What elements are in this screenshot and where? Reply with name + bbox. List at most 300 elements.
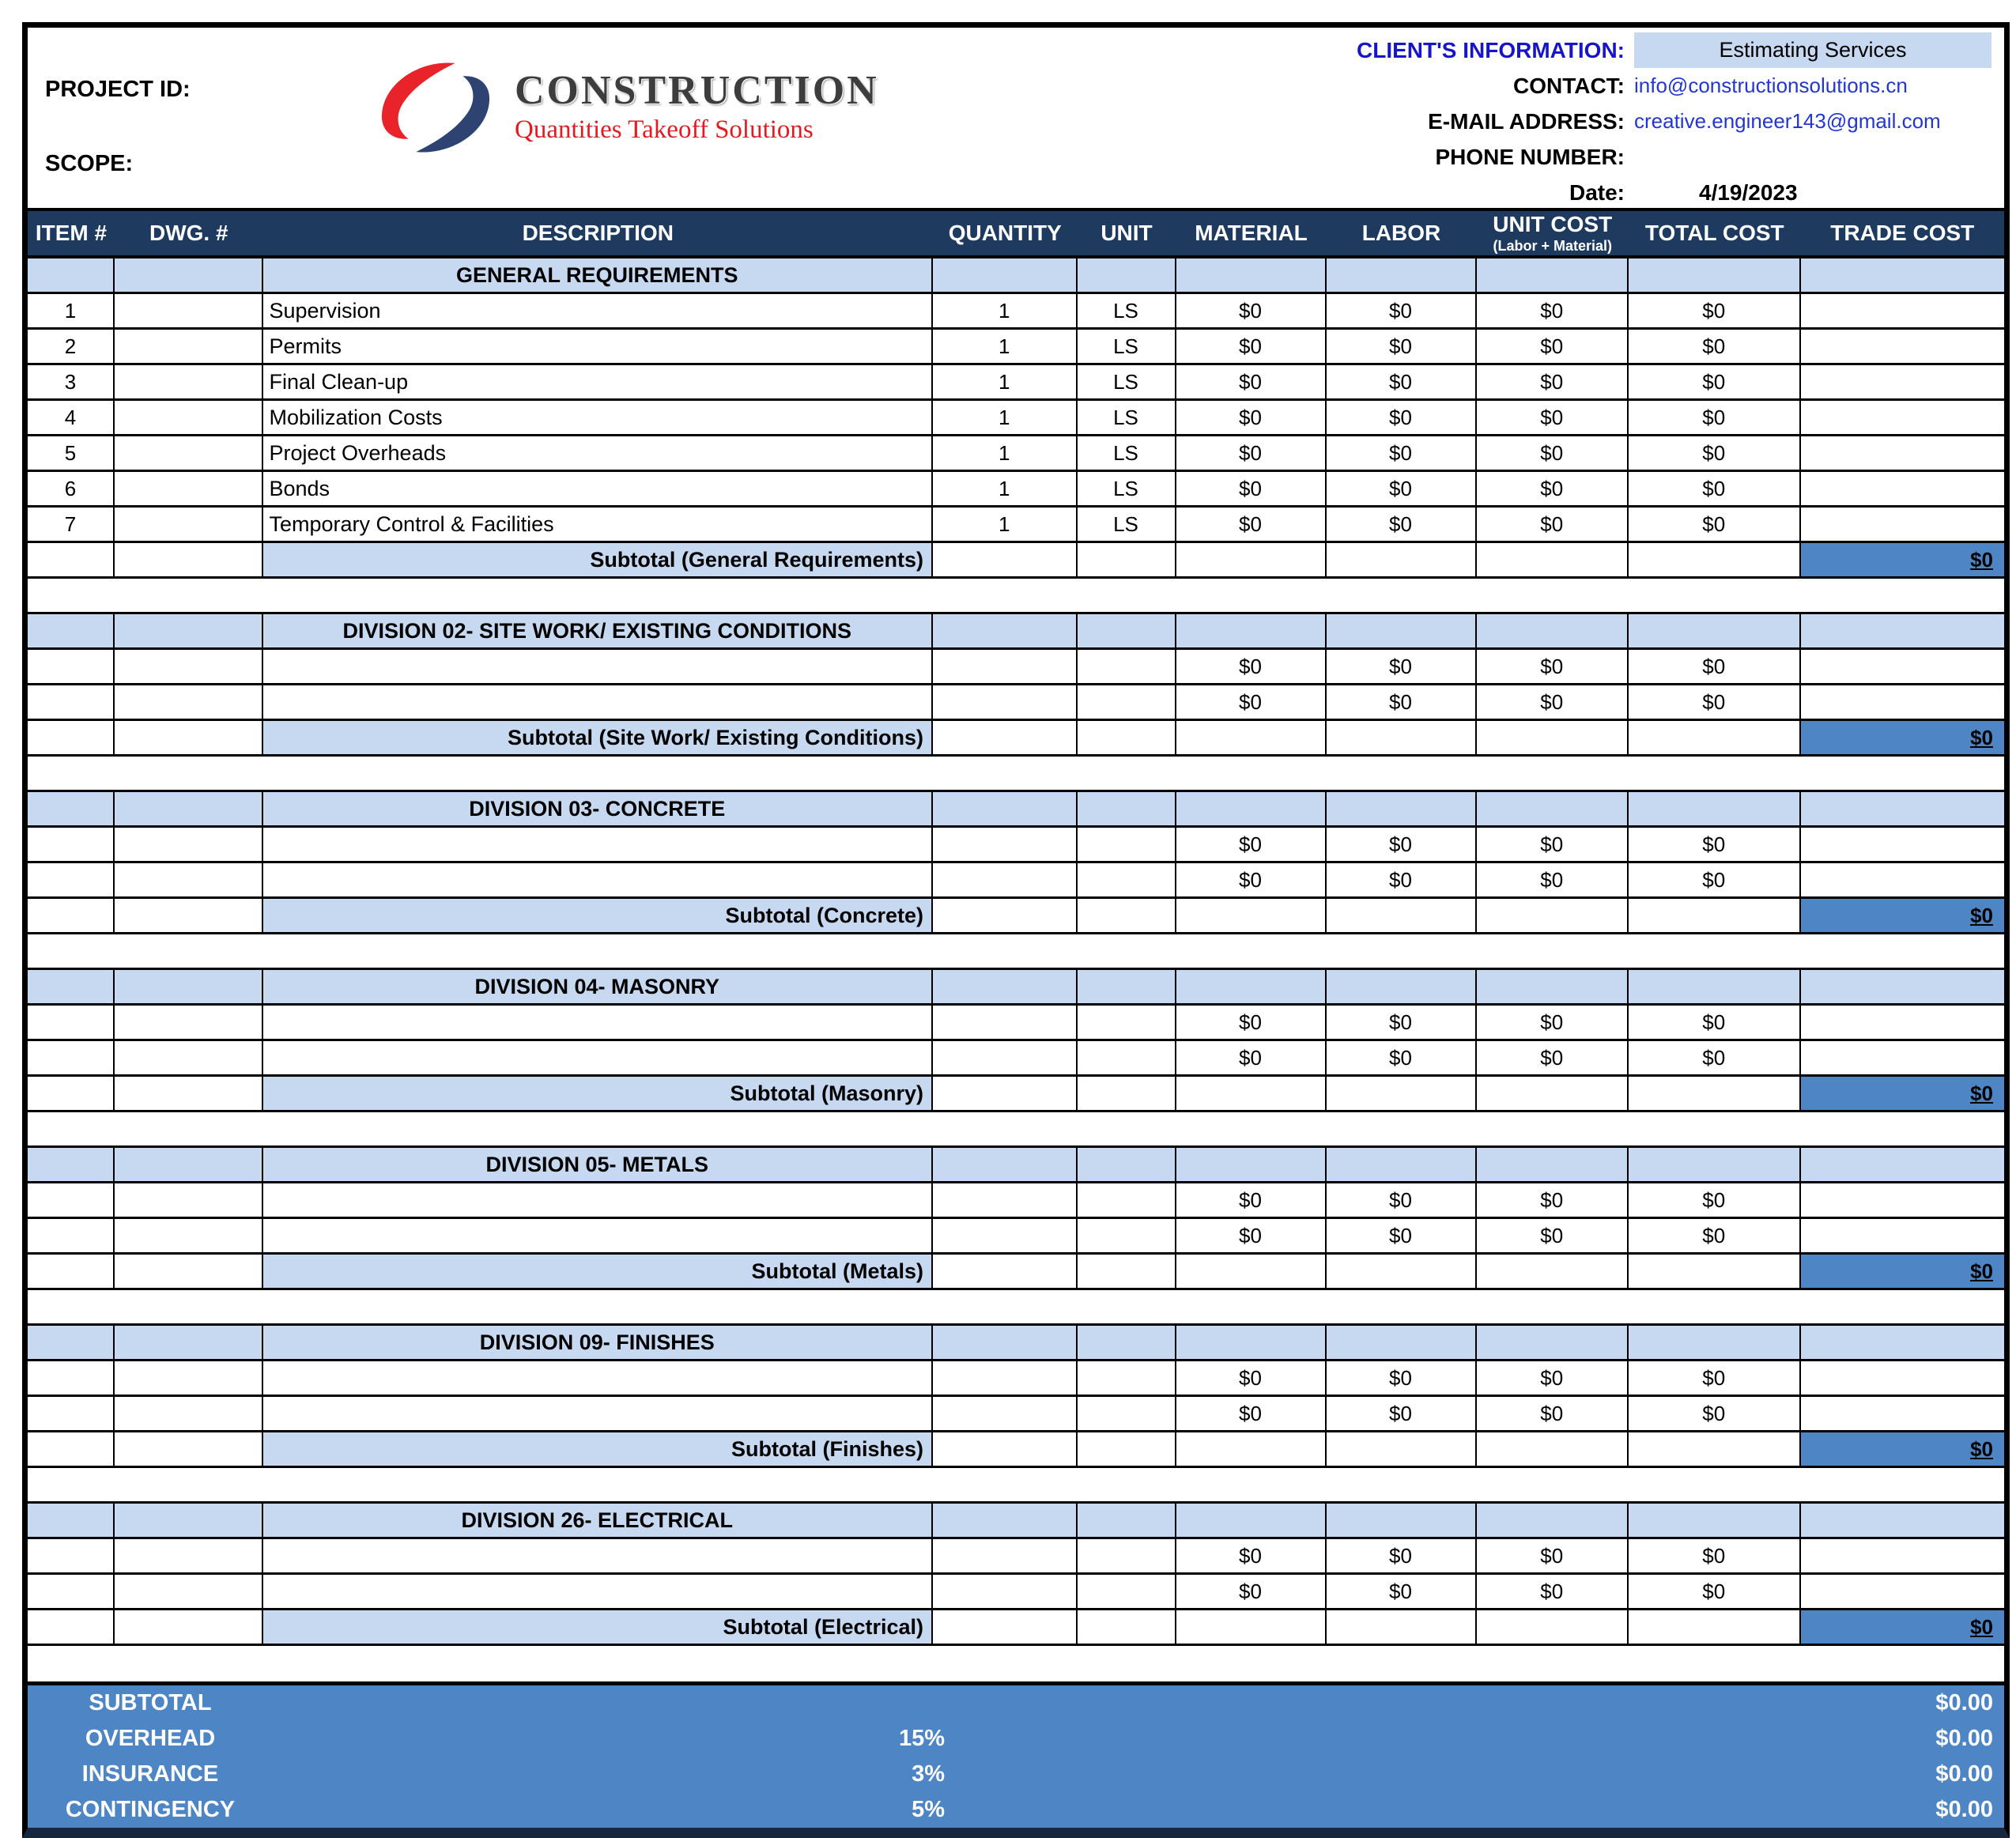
cell-dwg[interactable]: [115, 1397, 263, 1430]
cell-item[interactable]: [28, 1539, 115, 1572]
cell-material[interactable]: $0: [1176, 650, 1327, 683]
cell-description[interactable]: GENERAL REQUIREMENTS: [263, 259, 934, 292]
cell-unit[interactable]: [1078, 863, 1176, 896]
cell-dwg[interactable]: [115, 1041, 263, 1074]
cell-unit-cost[interactable]: $0: [1477, 1219, 1629, 1252]
cell-trade-cost[interactable]: [1801, 1148, 2005, 1181]
cell-dwg[interactable]: [115, 1575, 263, 1608]
cell-trade-cost[interactable]: [1801, 650, 2005, 683]
cell-trade-cost[interactable]: [1801, 792, 2005, 825]
cell-trade-cost[interactable]: [1801, 294, 2005, 327]
cell-total-cost[interactable]: $0: [1629, 1361, 1801, 1395]
cell-material[interactable]: [1176, 543, 1327, 576]
cell-trade-cost[interactable]: [1801, 1326, 2005, 1359]
cell-labor[interactable]: [1327, 721, 1477, 754]
cell-material[interactable]: $0: [1176, 436, 1327, 470]
cell-labor[interactable]: [1327, 1255, 1477, 1288]
cell-unit-cost[interactable]: $0: [1477, 828, 1629, 861]
cell-description[interactable]: Subtotal (Concrete): [263, 899, 934, 932]
cell-item[interactable]: [28, 1006, 115, 1039]
cell-unit-cost[interactable]: [1477, 721, 1629, 754]
cell-unit-cost[interactable]: [1477, 792, 1629, 825]
cell-item[interactable]: [28, 1361, 115, 1395]
cell-unit[interactable]: [1078, 721, 1176, 754]
cell-item[interactable]: [28, 1610, 115, 1644]
cell-total-cost[interactable]: [1629, 1432, 1801, 1466]
cell-total-cost[interactable]: $0: [1629, 294, 1801, 327]
cell-quantity[interactable]: [933, 1183, 1078, 1217]
cell-total-cost[interactable]: $0: [1629, 330, 1801, 363]
cell-total-cost[interactable]: [1629, 259, 1801, 292]
cell-unit-cost[interactable]: $0: [1477, 1397, 1629, 1430]
cell-item[interactable]: 2: [28, 330, 115, 363]
cell-quantity[interactable]: 1: [933, 436, 1078, 470]
cell-description[interactable]: [263, 1575, 934, 1608]
cell-unit-cost[interactable]: $0: [1477, 685, 1629, 719]
cell-dwg[interactable]: [115, 472, 263, 505]
cell-total-cost[interactable]: [1629, 970, 1801, 1003]
cell-trade-cost[interactable]: [1801, 614, 2005, 647]
cell-material[interactable]: $0: [1176, 1183, 1327, 1217]
cell-labor[interactable]: $0: [1327, 828, 1477, 861]
cell-item[interactable]: [28, 259, 115, 292]
cell-item[interactable]: [28, 1326, 115, 1359]
cell-trade-cost[interactable]: [1801, 1397, 2005, 1430]
cell-unit-cost[interactable]: [1477, 1432, 1629, 1466]
cell-unit[interactable]: [1078, 1361, 1176, 1395]
cell-unit-cost[interactable]: [1477, 1326, 1629, 1359]
cell-trade-cost[interactable]: [1801, 970, 2005, 1003]
cell-description[interactable]: Subtotal (Metals): [263, 1255, 934, 1288]
cell-unit[interactable]: LS: [1078, 330, 1176, 363]
cell-trade-cost[interactable]: $0: [1801, 1077, 2005, 1110]
cell-unit[interactable]: [1078, 1539, 1176, 1572]
cell-labor[interactable]: [1327, 543, 1477, 576]
cell-trade-cost[interactable]: [1801, 1006, 2005, 1039]
cell-total-cost[interactable]: $0: [1629, 436, 1801, 470]
cell-dwg[interactable]: [115, 650, 263, 683]
cell-labor[interactable]: [1327, 614, 1477, 647]
cell-total-cost[interactable]: $0: [1629, 863, 1801, 896]
cell-unit[interactable]: [1078, 685, 1176, 719]
cell-dwg[interactable]: [115, 1539, 263, 1572]
cell-material[interactable]: $0: [1176, 1006, 1327, 1039]
cell-dwg[interactable]: [115, 863, 263, 896]
email-link[interactable]: creative.engineer143@gmail.com: [1634, 109, 1941, 133]
cell-quantity[interactable]: [933, 1504, 1078, 1537]
cell-item[interactable]: [28, 614, 115, 647]
cell-material[interactable]: [1176, 1326, 1327, 1359]
cell-total-cost[interactable]: [1629, 721, 1801, 754]
cell-unit-cost[interactable]: $0: [1477, 1183, 1629, 1217]
cell-dwg[interactable]: [115, 721, 263, 754]
cell-quantity[interactable]: [933, 1539, 1078, 1572]
cell-quantity[interactable]: [933, 970, 1078, 1003]
cell-trade-cost[interactable]: $0: [1801, 899, 2005, 932]
cell-dwg[interactable]: [115, 259, 263, 292]
cell-labor[interactable]: $0: [1327, 1397, 1477, 1430]
cell-total-cost[interactable]: [1629, 1148, 1801, 1181]
cell-item[interactable]: [28, 1077, 115, 1110]
summary-value-cell[interactable]: $0.00: [1935, 1726, 1993, 1751]
cell-unit[interactable]: [1078, 970, 1176, 1003]
cell-trade-cost[interactable]: $0: [1801, 1432, 2005, 1466]
cell-dwg[interactable]: [115, 899, 263, 932]
cell-trade-cost[interactable]: [1801, 401, 2005, 434]
cell-unit[interactable]: [1078, 614, 1176, 647]
cell-dwg[interactable]: [115, 1183, 263, 1217]
cell-quantity[interactable]: 1: [933, 294, 1078, 327]
cell-item[interactable]: [28, 792, 115, 825]
cell-item[interactable]: [28, 685, 115, 719]
cell-material[interactable]: $0: [1176, 828, 1327, 861]
cell-description[interactable]: [263, 685, 934, 719]
cell-material[interactable]: $0: [1176, 685, 1327, 719]
cell-unit[interactable]: [1078, 1575, 1176, 1608]
cell-item[interactable]: [28, 863, 115, 896]
cell-dwg[interactable]: [115, 1504, 263, 1537]
cell-total-cost[interactable]: $0: [1629, 1575, 1801, 1608]
cell-dwg[interactable]: [115, 1361, 263, 1395]
cell-total-cost[interactable]: [1629, 1610, 1801, 1644]
cell-trade-cost[interactable]: [1801, 508, 2005, 541]
cell-quantity[interactable]: [933, 1432, 1078, 1466]
cell-dwg[interactable]: [115, 508, 263, 541]
contact-link[interactable]: info@constructionsolutions.cn: [1634, 74, 1908, 97]
cell-unit[interactable]: [1078, 650, 1176, 683]
cell-labor[interactable]: $0: [1327, 685, 1477, 719]
cell-unit-cost[interactable]: $0: [1477, 436, 1629, 470]
cell-labor[interactable]: $0: [1327, 1539, 1477, 1572]
client-info-cell[interactable]: Estimating Services: [1634, 32, 1991, 68]
cell-material[interactable]: [1176, 1077, 1327, 1110]
cell-total-cost[interactable]: $0: [1629, 1219, 1801, 1252]
cell-unit[interactable]: [1078, 1504, 1176, 1537]
cell-quantity[interactable]: 1: [933, 472, 1078, 505]
cell-description[interactable]: Bonds: [263, 472, 934, 505]
cell-unit-cost[interactable]: $0: [1477, 365, 1629, 398]
cell-material[interactable]: [1176, 259, 1327, 292]
cell-labor[interactable]: $0: [1327, 1361, 1477, 1395]
cell-unit-cost[interactable]: [1477, 970, 1629, 1003]
cell-dwg[interactable]: [115, 685, 263, 719]
cell-total-cost[interactable]: $0: [1629, 685, 1801, 719]
cell-unit[interactable]: [1078, 543, 1176, 576]
cell-unit-cost[interactable]: $0: [1477, 330, 1629, 363]
cell-unit[interactable]: [1078, 1077, 1176, 1110]
cell-description[interactable]: Subtotal (General Requirements): [263, 543, 934, 576]
cell-unit-cost[interactable]: $0: [1477, 508, 1629, 541]
cell-dwg[interactable]: [115, 330, 263, 363]
cell-dwg[interactable]: [115, 792, 263, 825]
cell-quantity[interactable]: [933, 1610, 1078, 1644]
cell-trade-cost[interactable]: [1801, 1504, 2005, 1537]
cell-labor[interactable]: [1327, 1504, 1477, 1537]
cell-material[interactable]: $0: [1176, 508, 1327, 541]
summary-percentage-cell[interactable]: 15%: [898, 1726, 945, 1751]
cell-total-cost[interactable]: [1629, 792, 1801, 825]
cell-material[interactable]: $0: [1176, 365, 1327, 398]
cell-unit[interactable]: [1078, 259, 1176, 292]
cell-item[interactable]: [28, 899, 115, 932]
cell-material[interactable]: $0: [1176, 1575, 1327, 1608]
cell-labor[interactable]: $0: [1327, 1041, 1477, 1074]
cell-dwg[interactable]: [115, 1077, 263, 1110]
cell-quantity[interactable]: [933, 899, 1078, 932]
cell-trade-cost[interactable]: [1801, 1361, 2005, 1395]
cell-unit[interactable]: [1078, 1006, 1176, 1039]
cell-unit[interactable]: [1078, 1255, 1176, 1288]
cell-labor[interactable]: [1327, 259, 1477, 292]
cell-material[interactable]: $0: [1176, 1539, 1327, 1572]
cell-material[interactable]: [1176, 1432, 1327, 1466]
cell-labor[interactable]: [1327, 1326, 1477, 1359]
cell-description[interactable]: DIVISION 09- FINISHES: [263, 1326, 934, 1359]
cell-quantity[interactable]: [933, 685, 1078, 719]
cell-unit[interactable]: [1078, 828, 1176, 861]
cell-unit-cost[interactable]: [1477, 259, 1629, 292]
cell-description[interactable]: DIVISION 04- MASONRY: [263, 970, 934, 1003]
cell-item[interactable]: [28, 1255, 115, 1288]
cell-trade-cost[interactable]: [1801, 330, 2005, 363]
cell-labor[interactable]: [1327, 1077, 1477, 1110]
cell-dwg[interactable]: [115, 614, 263, 647]
cell-labor[interactable]: $0: [1327, 436, 1477, 470]
cell-total-cost[interactable]: $0: [1629, 650, 1801, 683]
cell-item[interactable]: [28, 970, 115, 1003]
cell-unit-cost[interactable]: $0: [1477, 863, 1629, 896]
cell-dwg[interactable]: [115, 365, 263, 398]
cell-trade-cost[interactable]: [1801, 1539, 2005, 1572]
cell-unit-cost[interactable]: $0: [1477, 401, 1629, 434]
cell-labor[interactable]: [1327, 792, 1477, 825]
cell-labor[interactable]: [1327, 1432, 1477, 1466]
cell-description[interactable]: Permits: [263, 330, 934, 363]
cell-dwg[interactable]: [115, 1610, 263, 1644]
cell-quantity[interactable]: 1: [933, 508, 1078, 541]
cell-trade-cost[interactable]: [1801, 863, 2005, 896]
cell-item[interactable]: [28, 721, 115, 754]
cell-unit-cost[interactable]: $0: [1477, 1041, 1629, 1074]
cell-unit-cost[interactable]: [1477, 543, 1629, 576]
cell-item[interactable]: [28, 1148, 115, 1181]
cell-total-cost[interactable]: $0: [1629, 1006, 1801, 1039]
cell-quantity[interactable]: [933, 1077, 1078, 1110]
cell-dwg[interactable]: [115, 1006, 263, 1039]
cell-labor[interactable]: $0: [1327, 1219, 1477, 1252]
cell-quantity[interactable]: [933, 259, 1078, 292]
cell-dwg[interactable]: [115, 970, 263, 1003]
cell-material[interactable]: $0: [1176, 863, 1327, 896]
cell-quantity[interactable]: [933, 1006, 1078, 1039]
cell-labor[interactable]: [1327, 1610, 1477, 1644]
cell-unit-cost[interactable]: $0: [1477, 1539, 1629, 1572]
cell-unit-cost[interactable]: [1477, 1255, 1629, 1288]
cell-item[interactable]: [28, 1041, 115, 1074]
cell-material[interactable]: [1176, 1610, 1327, 1644]
cell-total-cost[interactable]: $0: [1629, 472, 1801, 505]
cell-total-cost[interactable]: $0: [1629, 1397, 1801, 1430]
cell-quantity[interactable]: [933, 543, 1078, 576]
cell-description[interactable]: DIVISION 05- METALS: [263, 1148, 934, 1181]
cell-quantity[interactable]: [933, 1219, 1078, 1252]
cell-quantity[interactable]: [933, 1326, 1078, 1359]
cell-material[interactable]: $0: [1176, 1361, 1327, 1395]
cell-trade-cost[interactable]: [1801, 828, 2005, 861]
cell-trade-cost[interactable]: [1801, 1183, 2005, 1217]
cell-total-cost[interactable]: [1629, 1326, 1801, 1359]
cell-description[interactable]: [263, 863, 934, 896]
cell-description[interactable]: [263, 1006, 934, 1039]
cell-total-cost[interactable]: [1629, 614, 1801, 647]
cell-quantity[interactable]: [933, 792, 1078, 825]
cell-description[interactable]: [263, 1183, 934, 1217]
cell-dwg[interactable]: [115, 828, 263, 861]
cell-description[interactable]: [263, 1361, 934, 1395]
cell-material[interactable]: $0: [1176, 294, 1327, 327]
cell-material[interactable]: [1176, 792, 1327, 825]
cell-item[interactable]: [28, 1397, 115, 1430]
cell-unit[interactable]: [1078, 792, 1176, 825]
cell-total-cost[interactable]: [1629, 543, 1801, 576]
cell-unit-cost[interactable]: $0: [1477, 472, 1629, 505]
cell-material[interactable]: [1176, 614, 1327, 647]
cell-material[interactable]: $0: [1176, 1041, 1327, 1074]
cell-item[interactable]: 1: [28, 294, 115, 327]
cell-dwg[interactable]: [115, 1148, 263, 1181]
cell-dwg[interactable]: [115, 543, 263, 576]
cell-material[interactable]: $0: [1176, 1219, 1327, 1252]
cell-labor[interactable]: [1327, 1148, 1477, 1181]
cell-labor[interactable]: $0: [1327, 863, 1477, 896]
cell-description[interactable]: Final Clean-up: [263, 365, 934, 398]
cell-description[interactable]: [263, 650, 934, 683]
cell-dwg[interactable]: [115, 294, 263, 327]
cell-description[interactable]: Subtotal (Masonry): [263, 1077, 934, 1110]
cell-total-cost[interactable]: $0: [1629, 828, 1801, 861]
cell-trade-cost[interactable]: [1801, 1041, 2005, 1074]
cell-material[interactable]: [1176, 1504, 1327, 1537]
cell-item[interactable]: [28, 828, 115, 861]
cell-unit[interactable]: LS: [1078, 401, 1176, 434]
cell-unit[interactable]: [1078, 1219, 1176, 1252]
cell-total-cost[interactable]: [1629, 1255, 1801, 1288]
cell-unit[interactable]: LS: [1078, 294, 1176, 327]
cell-unit-cost[interactable]: $0: [1477, 1361, 1629, 1395]
cell-total-cost[interactable]: $0: [1629, 508, 1801, 541]
summary-percentage-cell[interactable]: 5%: [912, 1797, 945, 1822]
cell-unit-cost[interactable]: [1477, 1077, 1629, 1110]
cell-unit[interactable]: [1078, 899, 1176, 932]
cell-item[interactable]: [28, 1575, 115, 1608]
cell-labor[interactable]: $0: [1327, 1183, 1477, 1217]
cell-dwg[interactable]: [115, 1432, 263, 1466]
cell-description[interactable]: Subtotal (Site Work/ Existing Conditions): [263, 721, 934, 754]
cell-description[interactable]: [263, 1397, 934, 1430]
cell-quantity[interactable]: [933, 1041, 1078, 1074]
cell-total-cost[interactable]: $0: [1629, 1041, 1801, 1074]
cell-quantity[interactable]: [933, 828, 1078, 861]
cell-item[interactable]: [28, 1504, 115, 1537]
cell-item[interactable]: 3: [28, 365, 115, 398]
cell-description[interactable]: DIVISION 26- ELECTRICAL: [263, 1504, 934, 1537]
cell-trade-cost[interactable]: $0: [1801, 1255, 2005, 1288]
cell-labor[interactable]: $0: [1327, 365, 1477, 398]
cell-total-cost[interactable]: [1629, 1077, 1801, 1110]
cell-quantity[interactable]: [933, 650, 1078, 683]
cell-dwg[interactable]: [115, 436, 263, 470]
cell-quantity[interactable]: [933, 1255, 1078, 1288]
cell-material[interactable]: [1176, 970, 1327, 1003]
cell-quantity[interactable]: [933, 1397, 1078, 1430]
cell-description[interactable]: Mobilization Costs: [263, 401, 934, 434]
cell-total-cost[interactable]: [1629, 1504, 1801, 1537]
cell-item[interactable]: [28, 1219, 115, 1252]
cell-total-cost[interactable]: [1629, 899, 1801, 932]
cell-item[interactable]: [28, 1432, 115, 1466]
cell-item[interactable]: 6: [28, 472, 115, 505]
cell-material[interactable]: $0: [1176, 1397, 1327, 1430]
summary-value-cell[interactable]: $0.00: [1935, 1797, 1993, 1822]
cell-quantity[interactable]: 1: [933, 365, 1078, 398]
cell-material[interactable]: [1176, 899, 1327, 932]
cell-description[interactable]: Subtotal (Electrical): [263, 1610, 934, 1644]
cell-unit[interactable]: LS: [1078, 365, 1176, 398]
cell-description[interactable]: Subtotal (Finishes): [263, 1432, 934, 1466]
cell-unit[interactable]: [1078, 1326, 1176, 1359]
cell-trade-cost[interactable]: $0: [1801, 721, 2005, 754]
cell-total-cost[interactable]: $0: [1629, 1183, 1801, 1217]
cell-unit-cost[interactable]: $0: [1477, 1575, 1629, 1608]
cell-dwg[interactable]: [115, 1219, 263, 1252]
cell-total-cost[interactable]: $0: [1629, 365, 1801, 398]
cell-trade-cost[interactable]: $0: [1801, 1610, 2005, 1644]
cell-labor[interactable]: [1327, 899, 1477, 932]
cell-unit[interactable]: [1078, 1397, 1176, 1430]
cell-item[interactable]: [28, 650, 115, 683]
date-value-cell[interactable]: 4/19/2023: [1699, 179, 1798, 205]
cell-unit[interactable]: LS: [1078, 472, 1176, 505]
cell-item[interactable]: 5: [28, 436, 115, 470]
cell-labor[interactable]: $0: [1327, 401, 1477, 434]
cell-labor[interactable]: $0: [1327, 294, 1477, 327]
cell-quantity[interactable]: [933, 863, 1078, 896]
cell-dwg[interactable]: [115, 1255, 263, 1288]
cell-unit-cost[interactable]: [1477, 614, 1629, 647]
cell-description[interactable]: DIVISION 03- CONCRETE: [263, 792, 934, 825]
cell-trade-cost[interactable]: $0: [1801, 543, 2005, 576]
cell-dwg[interactable]: [115, 401, 263, 434]
cell-unit-cost[interactable]: [1477, 899, 1629, 932]
cell-unit-cost[interactable]: $0: [1477, 1006, 1629, 1039]
cell-trade-cost[interactable]: [1801, 685, 2005, 719]
summary-value-cell[interactable]: $0.00: [1935, 1761, 1993, 1787]
cell-item[interactable]: 4: [28, 401, 115, 434]
cell-unit[interactable]: LS: [1078, 436, 1176, 470]
cell-material[interactable]: $0: [1176, 330, 1327, 363]
cell-quantity[interactable]: 1: [933, 401, 1078, 434]
cell-item[interactable]: [28, 543, 115, 576]
cell-quantity[interactable]: [933, 614, 1078, 647]
cell-unit-cost[interactable]: $0: [1477, 294, 1629, 327]
cell-description[interactable]: [263, 1041, 934, 1074]
cell-quantity[interactable]: [933, 721, 1078, 754]
cell-trade-cost[interactable]: [1801, 1575, 2005, 1608]
cell-quantity[interactable]: [933, 1575, 1078, 1608]
cell-total-cost[interactable]: $0: [1629, 1539, 1801, 1572]
cell-description[interactable]: DIVISION 02- SITE WORK/ EXISTING CONDITIONS: [263, 614, 934, 647]
cell-trade-cost[interactable]: [1801, 436, 2005, 470]
